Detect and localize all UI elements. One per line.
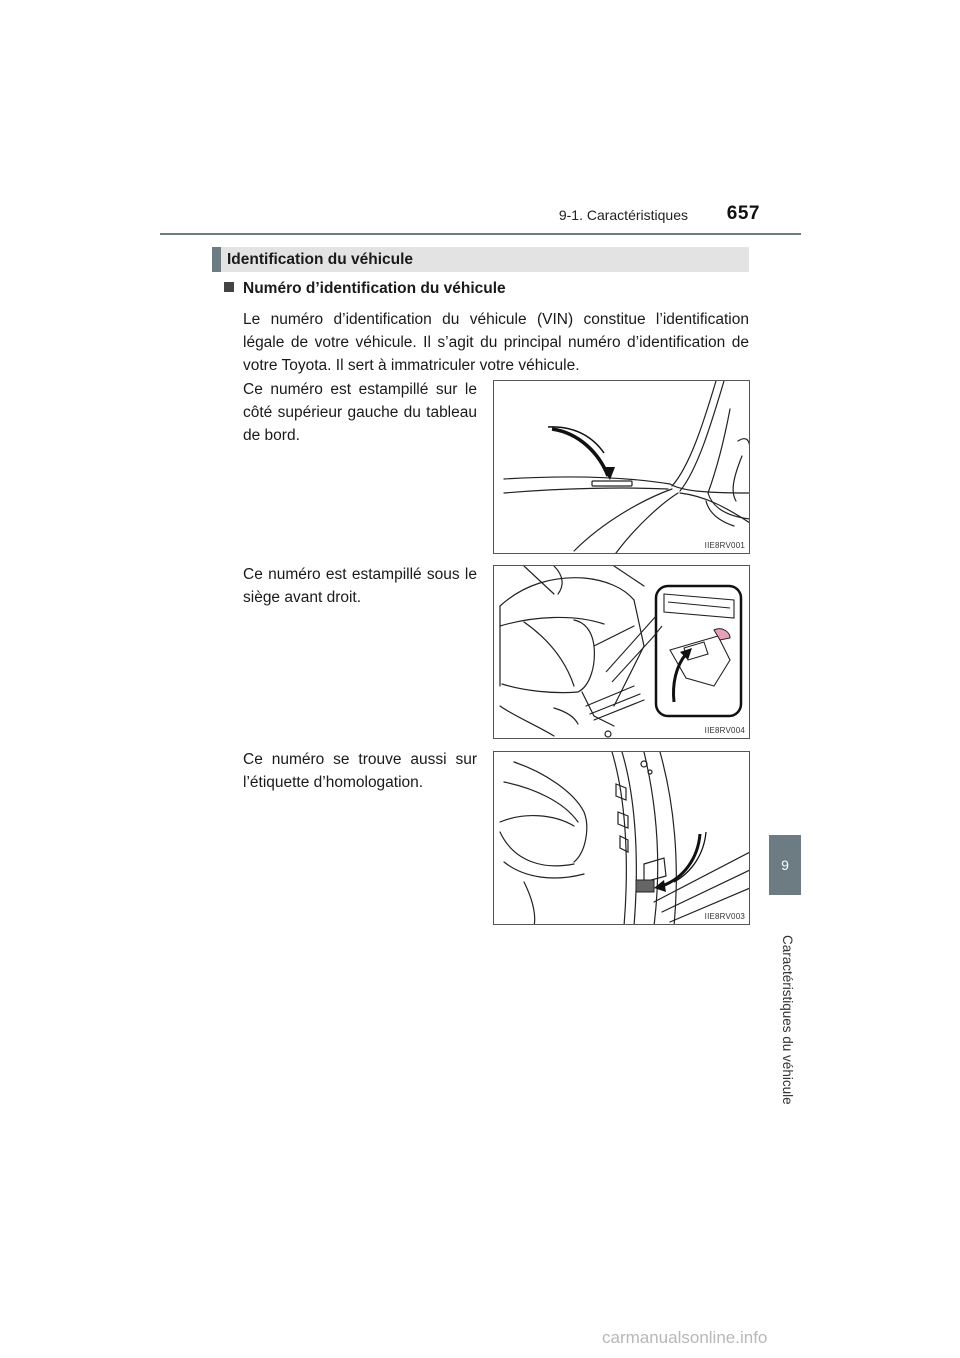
chapter-title: Caractéristiques du véhicule bbox=[780, 935, 795, 1105]
page-header bbox=[0, 0, 960, 240]
chapter-tab[interactable] bbox=[769, 835, 801, 895]
door-pillar-illustration bbox=[494, 752, 750, 925]
section-label: 9-1. Caractéristiques bbox=[558, 207, 688, 223]
section-heading: Identification du véhicule bbox=[212, 247, 749, 272]
location-text-dashboard: Ce numéro est estampillé sur le côté supérieur gauche du tableau de bord. bbox=[243, 381, 477, 444]
header-rule bbox=[160, 233, 801, 235]
location-text-seat: Ce numéro est estampillé sous le siège avant droit. bbox=[243, 566, 477, 606]
chapter-number: 9 bbox=[781, 857, 789, 873]
figure-label bbox=[493, 751, 750, 925]
square-bullet-icon bbox=[224, 282, 234, 292]
figure-seat bbox=[493, 565, 750, 739]
dashboard-illustration bbox=[494, 381, 750, 554]
subheading-text: Numéro d’identification du véhicule bbox=[243, 280, 506, 297]
location-text-label: Ce numéro se trouve aussi sur l’étiquette d’homologation. bbox=[243, 751, 477, 791]
seat-illustration bbox=[494, 566, 750, 739]
figure-dashboard bbox=[493, 380, 750, 554]
figure-code: IIE8RV001 bbox=[704, 541, 745, 550]
watermark: carmanualsonline.info bbox=[602, 1328, 768, 1347]
figure-code: IIE8RV004 bbox=[704, 726, 745, 735]
figure-code: IIE8RV003 bbox=[704, 912, 745, 921]
page-number: 657 bbox=[726, 203, 760, 224]
subheading bbox=[224, 280, 506, 298]
intro-paragraph: Le numéro d’identification du véhicule (VIN) constitue l’identification légale de votre véhicule. Il s’agit du principal numéro d’identification de votre Toyota. Il sert à immatriculer votre véhicule. bbox=[243, 311, 749, 374]
